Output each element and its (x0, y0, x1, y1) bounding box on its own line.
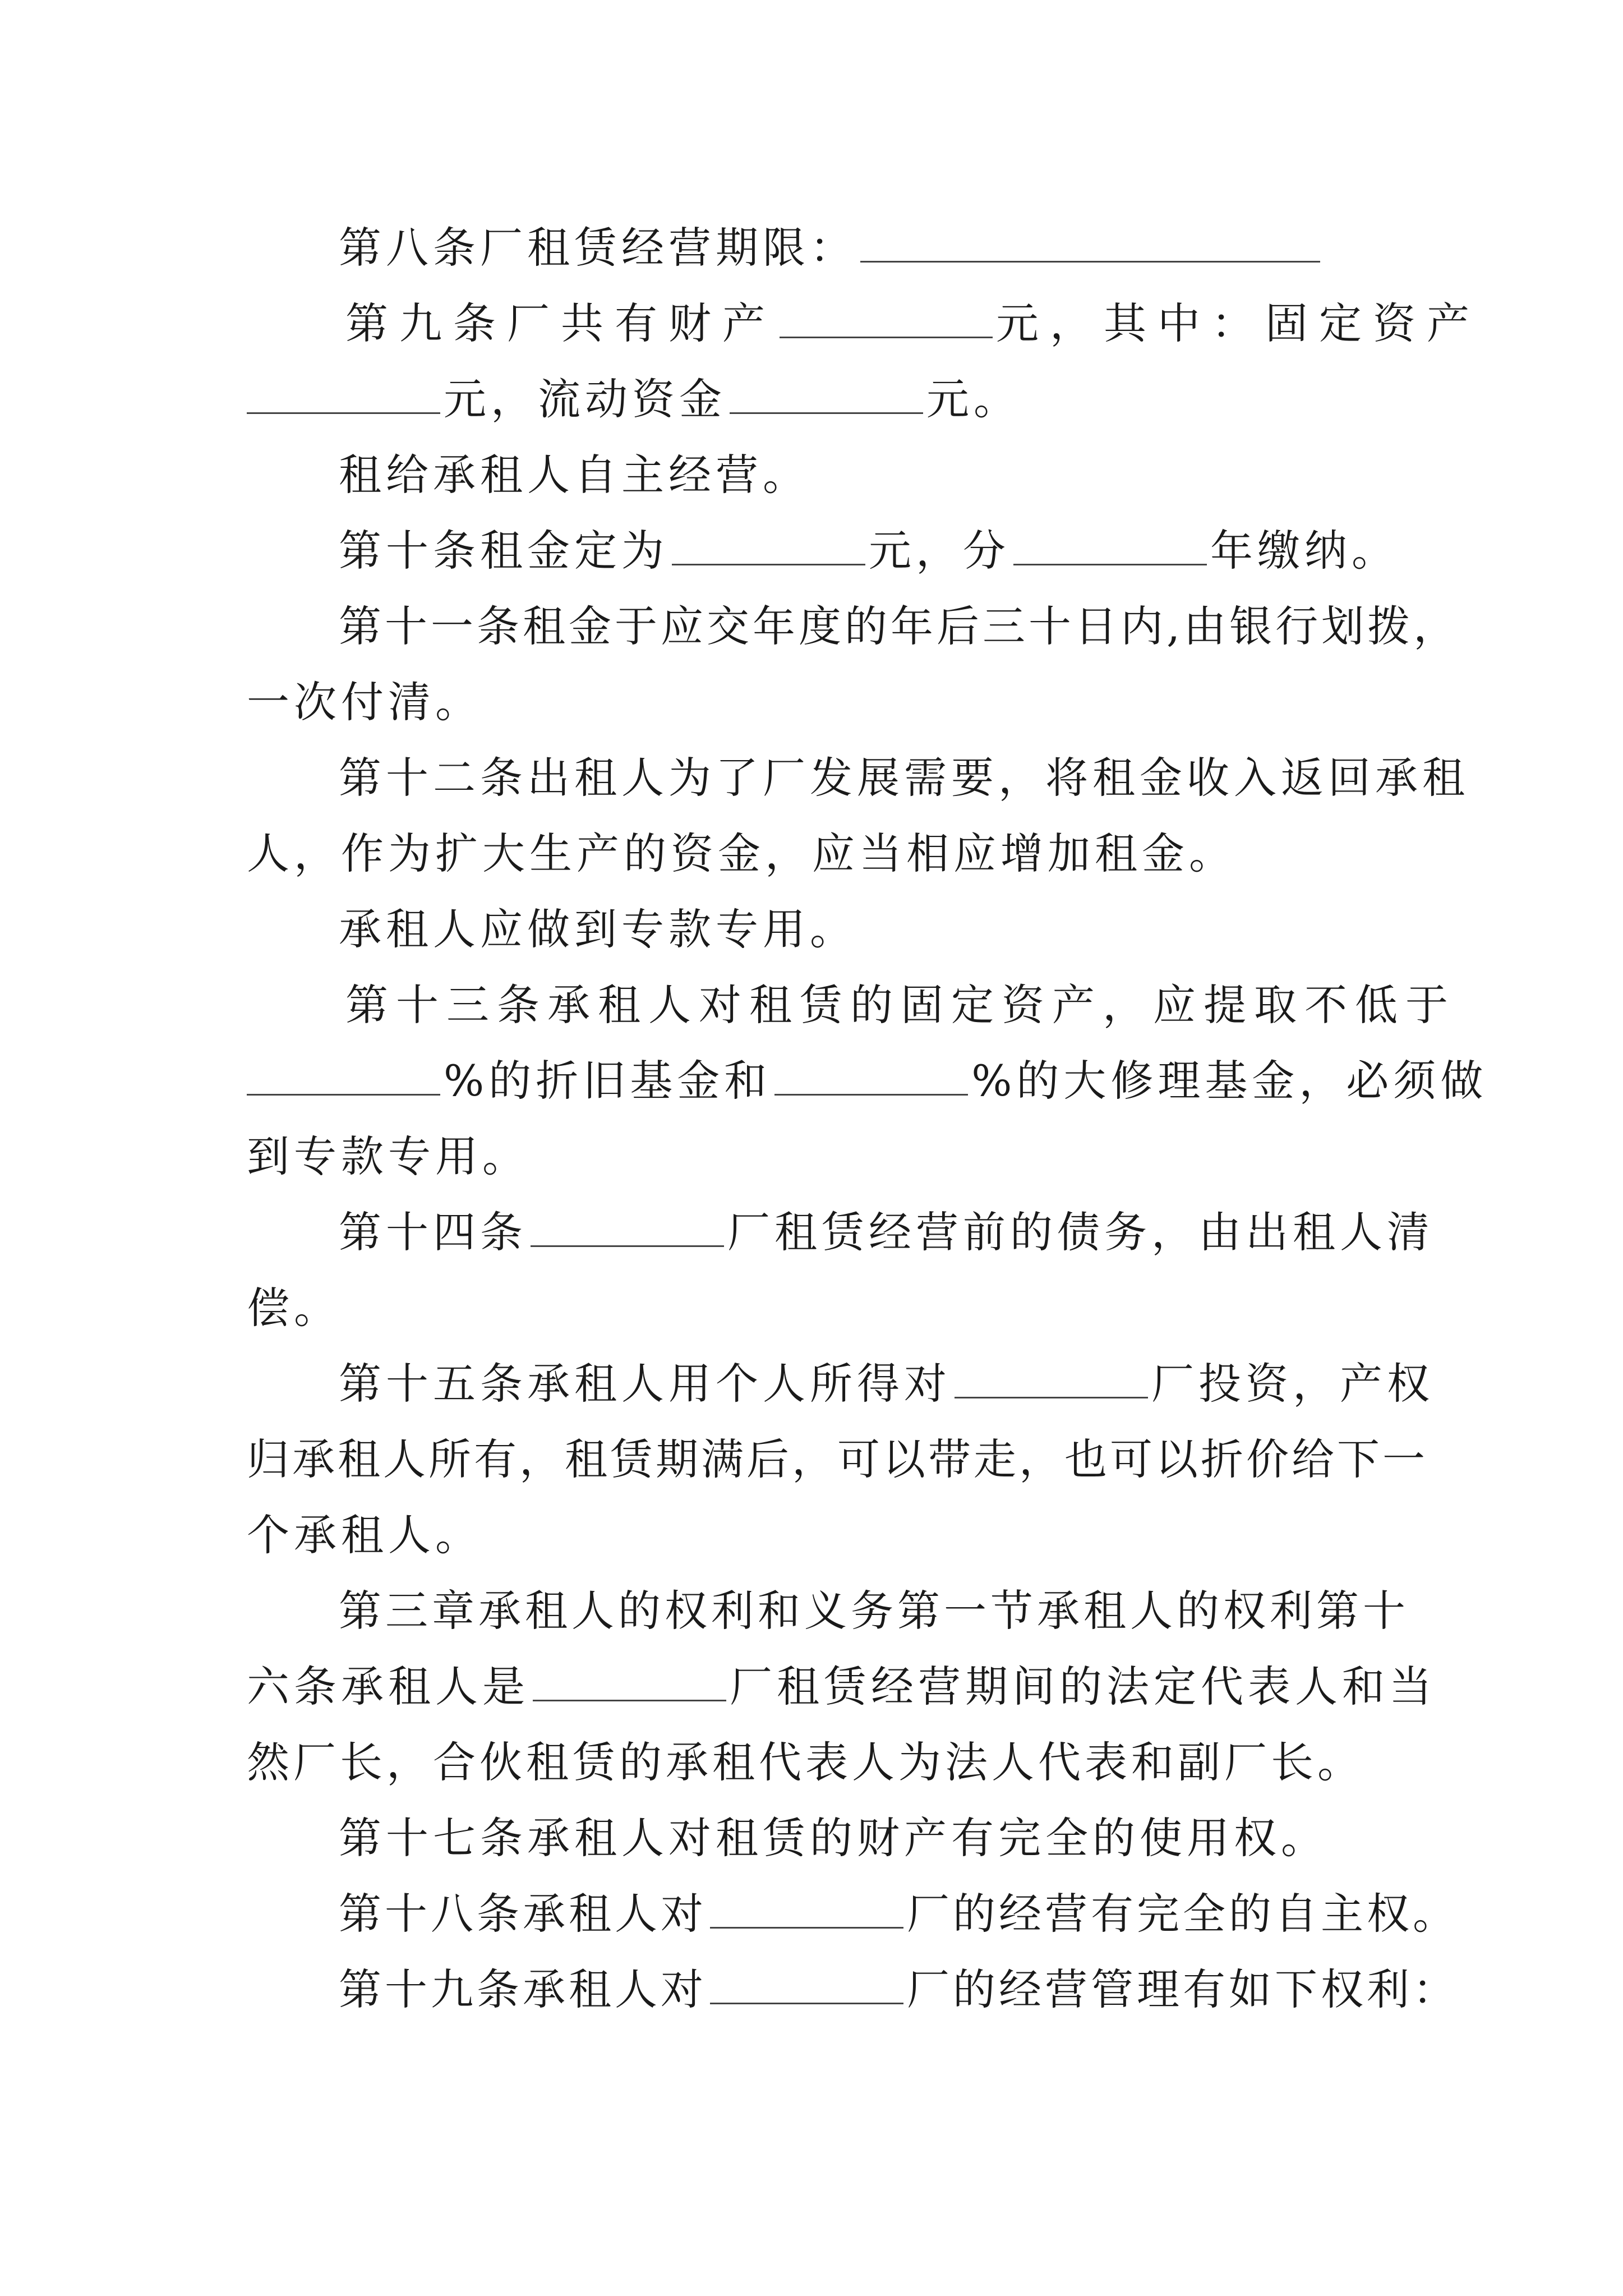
article-14-text-c: 偿。 (247, 1283, 341, 1333)
article-14-text-b: 厂租赁经营前的债务，由出租人清 (727, 1207, 1434, 1257)
article-12-line-1 (339, 750, 1469, 806)
article-15-line-2 (247, 1432, 1428, 1488)
working-capital-blank (730, 375, 923, 414)
article-16-line-2 (247, 1659, 1436, 1715)
article-9-line-1 (345, 296, 1481, 352)
article-17-text: 第十七条承租人对租赁的财产有完全的使用权。 (339, 1813, 1328, 1863)
article-14-line-2 (247, 1280, 341, 1336)
depreciation-rate-blank (247, 1057, 440, 1096)
article-13-line-1 (345, 977, 1456, 1033)
article-13-text-b: %的折旧基金和 (444, 1056, 772, 1106)
article-12-text-a: 第十二条出租人为了厂发展需要，将租金收入返回承租 (339, 753, 1469, 803)
factory-name-blank-16 (533, 1663, 726, 1701)
article-11-text-a: 第十一条租金于应交年度的年后三十日内,由银行划拨， (339, 601, 1460, 651)
chapter-3-text-a: 第三章承租人的权利和义务第一节承租人的权利第十 (339, 1586, 1409, 1636)
article-12-line-3 (339, 901, 857, 958)
article-8 (339, 220, 1324, 276)
article-10 (339, 523, 1399, 579)
article-14-line-1 (339, 1204, 1434, 1260)
payment-years-blank (1013, 527, 1207, 565)
article-13-text-d: 到专款专用。 (247, 1131, 529, 1181)
fixed-assets-blank (247, 375, 440, 414)
article-15-line-1 (339, 1356, 1434, 1412)
article-10-text-b: 元，分 (869, 526, 1010, 576)
article-13-text-a: 第十三条承租人对租赁的固定资产，应提取不低于 (345, 980, 1456, 1030)
article-9-text-d: 元。 (926, 374, 1021, 424)
article-16-line-3 (247, 1734, 1364, 1791)
article-18 (339, 1886, 1459, 1942)
article-13-text-c: %的大修理基金，必须做 (971, 1056, 1488, 1106)
chapter-3-line-1 (339, 1583, 1409, 1639)
article-9-text-a: 第九条厂共有财产 (345, 298, 776, 348)
article-11-line-1 (339, 599, 1459, 655)
article-14-text-a: 第十四条 (339, 1207, 527, 1257)
article-16-text-b: 六条承租人是 (247, 1662, 529, 1711)
article-19-text-a: 第十九条承租人对 (339, 1964, 707, 2014)
article-16-text-d: 然厂长，合伙租赁的承租代表人为法人代表和副厂长。 (247, 1737, 1364, 1787)
article-9-text-b: 元，其中：固定资产 (996, 298, 1481, 348)
article-17 (339, 1810, 1328, 1866)
lease-note-text: 租给承租人自主经营。 (339, 450, 810, 500)
factory-name-blank-18 (710, 1890, 903, 1929)
article-9-text-c: 元，流动资金 (444, 374, 726, 424)
factory-name-blank-14 (531, 1208, 724, 1247)
article-10-text-c: 年缴纳。 (1210, 526, 1399, 576)
article-18-text-a: 第十八条承租人对 (339, 1889, 707, 1939)
total-property-blank (780, 300, 993, 338)
article-10-text-a: 第十条租金定为 (339, 526, 668, 576)
article-9-line-2 (247, 371, 1021, 427)
lease-note (339, 447, 810, 503)
article-15-text-a: 第十五条承租人用个人所得对 (339, 1359, 951, 1409)
article-8-text: 第八条厂租赁经营期限： (339, 223, 857, 273)
article-12-text-c: 承租人应做到专款专用。 (339, 904, 857, 954)
article-15-text-c: 归承租人所有，租赁期满后，可以带走，也可以折价给下一 (247, 1434, 1428, 1484)
article-15-text-d: 个承租人。 (247, 1510, 482, 1560)
factory-name-blank-19 (710, 1966, 903, 2004)
article-15-text-b: 厂投资，产权 (1151, 1359, 1434, 1409)
factory-name-blank-15 (955, 1360, 1148, 1398)
article-19 (339, 1962, 1459, 2018)
article-18-text-b: 厂的经营有完全的自主权。 (907, 1889, 1459, 1939)
article-11-text-b: 一次付清。 (247, 677, 482, 727)
article-13-line-3 (247, 1129, 529, 1185)
rent-amount-blank (672, 527, 865, 565)
article-15-line-3 (247, 1507, 482, 1563)
article-19-text-b: 厂的经营管理有如下权利： (907, 1964, 1459, 2014)
article-13-line-2 (247, 1053, 1487, 1109)
lease-term-blank (860, 224, 1320, 263)
overhaul-rate-blank (774, 1057, 968, 1096)
article-11-line-2 (247, 674, 482, 730)
article-16-text-c: 厂租赁经营期间的法定代表人和当 (730, 1662, 1436, 1711)
article-12-text-b: 人，作为扩大生产的资金，应当相应增加租金。 (247, 829, 1236, 878)
article-12-line-2 (247, 826, 1236, 882)
